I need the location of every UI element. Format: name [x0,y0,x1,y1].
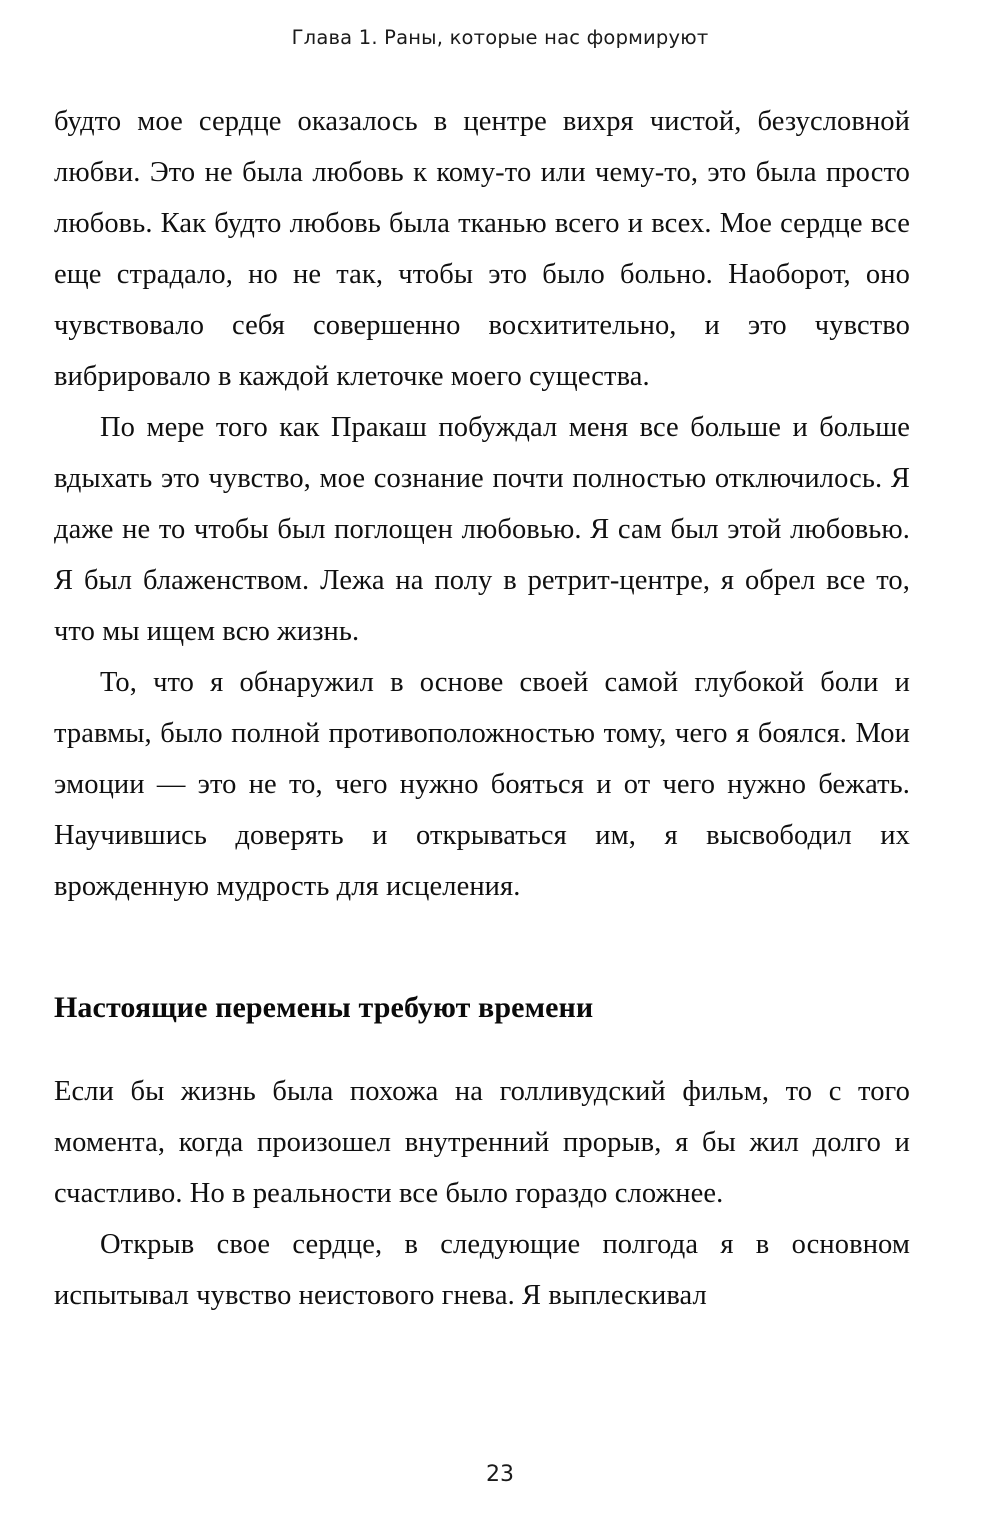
running-head: Глава 1. Раны, которые нас формируют [291,26,709,49]
paragraph-continuation: будто мое сердце оказалось в центре вихря чистой, безусловной любви. Это не была любовь к кому-то или чему-то, это была просто любовь. Как будто любовь была тканью всего и всех. Мое сердце все еще страдало, но не так, чтобы это было больно. Наоборот, оно чувствовало себя совершенно восхитительно, и это чувство вибрировало в каждой клеточке моего существа. [54,106,910,392]
paragraph: То, что я обнаружил в основе своей самой глубокой боли и травмы, было полной противоположностью тому, чего я боялся. Мои эмоции — это не то, чего нужно бояться и от чего нужно бежать. Научившись доверять и открываться им, я высвободил их врожденную мудрость для исцеления. [54,667,910,902]
paragraph: Открыв свое сердце, в следующие полгода я в основном испытывал чувство неистового гнева. Я выплескивал [54,1229,910,1311]
paragraph: По мере того как Пракаш побуждал меня все больше и больше вдыхать это чувство, мое сознание почти полностью отключилось. Я даже не то чтобы был поглощен любовью. Я сам был этой любовью. Я был блаженством. Лежа на полу в ретрит-центре, я обрел все то, что мы ищем всю жизнь. [54,412,910,647]
section-heading: Настоящие перемены требуют времени [54,991,594,1024]
paragraph: Если бы жизнь была похожа на голливудский фильм, то с того момента, когда произошел внутренний прорыв, я бы жил долго и счастливо. Но в реальности все было гораздо сложнее. [54,1076,910,1209]
spacer [54,1030,910,1066]
page-body [54,96,910,1321]
spacer [54,912,910,986]
page-number: 23 [486,1462,514,1487]
